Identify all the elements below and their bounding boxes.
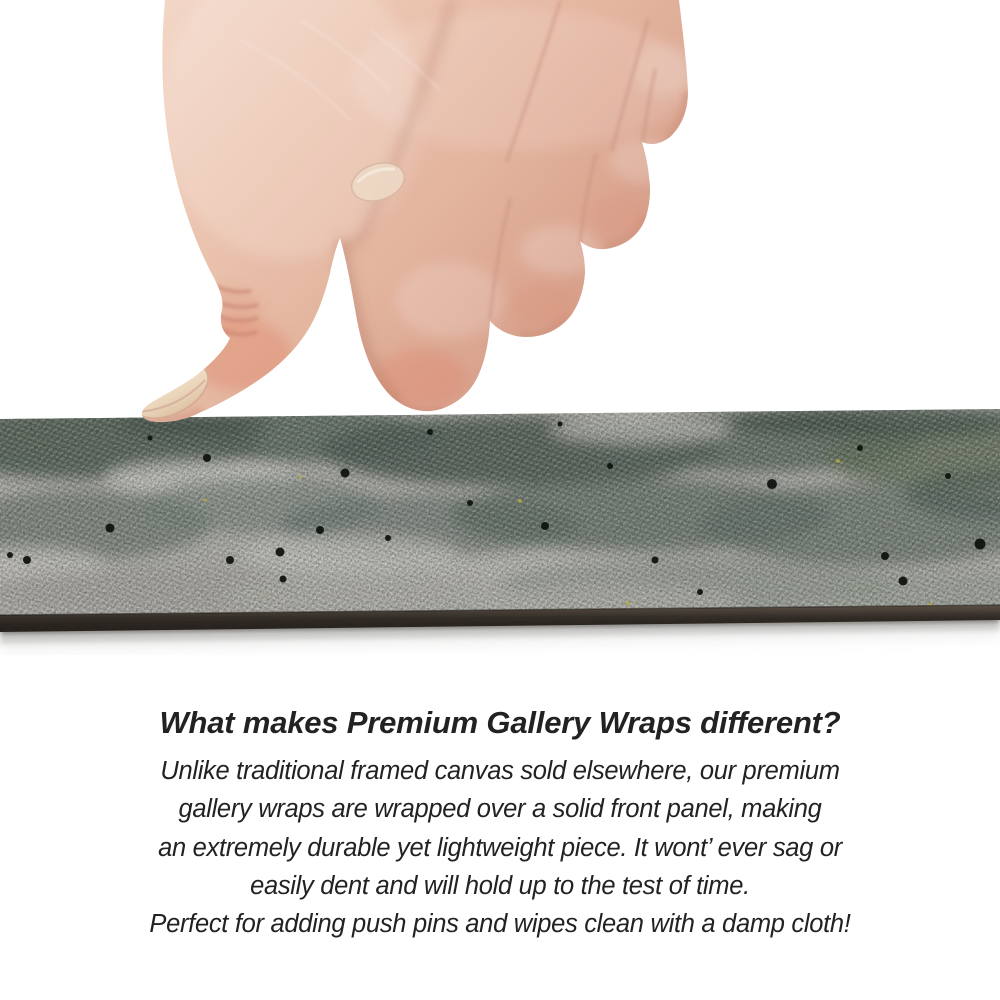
hand-thumb-press-photo: [0, 0, 1000, 430]
info-lines: [0, 752, 1000, 943]
info-line-4: easily dent and will hold up to the test of time.: [250, 871, 750, 900]
info-line-2: gallery wraps are wrapped over a solid front panel, making: [178, 795, 822, 824]
info-line-1: Unlike traditional framed canvas sold elsewhere, our premium: [160, 757, 840, 785]
info-line-5: Perfect for adding push pins and wipes clean with a damp cloth!: [149, 910, 851, 939]
info-heading: What makes Premium Gallery Wraps different?: [159, 705, 841, 740]
info-line-3: an extremely durable yet lightweight piece. It wont’ ever sag or: [158, 833, 842, 862]
canvas-edge-photo: [0, 405, 1000, 655]
info-text: [0, 700, 1000, 943]
